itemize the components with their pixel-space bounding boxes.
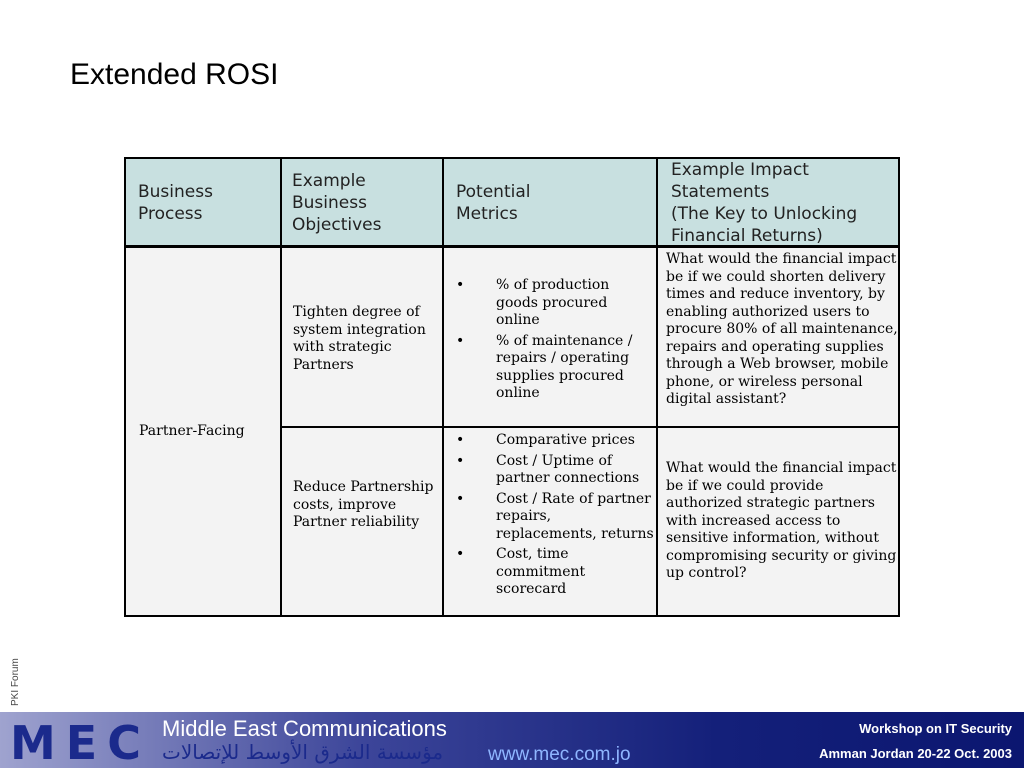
objective-cell: Reduce Partnership costs, improve Partner reliability bbox=[293, 479, 434, 530]
column-divider bbox=[656, 159, 658, 615]
metrics-list bbox=[444, 277, 654, 403]
metrics-cell bbox=[444, 432, 654, 602]
header-potential-metrics: Potential Metrics bbox=[456, 182, 531, 224]
list-item: • % of production goods procured online bbox=[444, 277, 654, 330]
list-item: • % of maintenance / repairs / operating supplies procured online bbox=[444, 333, 654, 403]
column-divider bbox=[280, 159, 282, 615]
header-business-process: Business Process bbox=[138, 182, 213, 224]
header-impact-statements: Example Impact Statements (The Key to Unlocking Financial Returns) bbox=[671, 160, 858, 246]
company-name: Middle East Communications bbox=[162, 716, 447, 741]
business-process-cell: Partner-Facing bbox=[139, 423, 245, 439]
list-item: • Cost / Rate of partner repairs, replacements, returns bbox=[444, 491, 654, 544]
company-url-link[interactable]: www.mec.com.jo bbox=[488, 744, 631, 765]
list-item: • Cost / Uptime of partner connections bbox=[444, 453, 654, 488]
company-name-arabic: مؤسسة الشرق الأوسط للإتصالات bbox=[162, 740, 444, 764]
metrics-cell bbox=[444, 277, 654, 406]
rosi-table bbox=[124, 157, 900, 617]
event-title: Workshop on IT Security bbox=[859, 721, 1012, 736]
objective-cell: Tighten degree of system integration with strategic Partners bbox=[293, 304, 426, 373]
list-item: • Comparative prices bbox=[444, 432, 654, 450]
impact-cell: What would the financial impact be if we could provide authorized strategic partners with increased access to sensitive information, without compromising security or giving up control? bbox=[666, 460, 897, 581]
header-business-objectives: Example Business Objectives bbox=[292, 171, 382, 235]
metrics-list bbox=[444, 432, 654, 599]
row-divider bbox=[281, 426, 900, 428]
event-place-date: Amman Jordan 20-22 Oct. 2003 bbox=[819, 746, 1012, 761]
list-item: • Cost, time commitment scorecard bbox=[444, 546, 654, 599]
impact-cell: What would the financial impact be if we could shorten delivery times and reduce inventory, by enabling authorized users to procure 80% of all maintenance, repairs and operating supplies through a Web browser, mobile phone, or wireless personal digital assistant? bbox=[666, 251, 898, 407]
slide-title: Extended ROSI bbox=[70, 58, 279, 91]
footer-banner bbox=[0, 712, 1024, 768]
company-logo: MEC bbox=[10, 716, 151, 770]
side-label: PKI Forum bbox=[10, 658, 21, 706]
